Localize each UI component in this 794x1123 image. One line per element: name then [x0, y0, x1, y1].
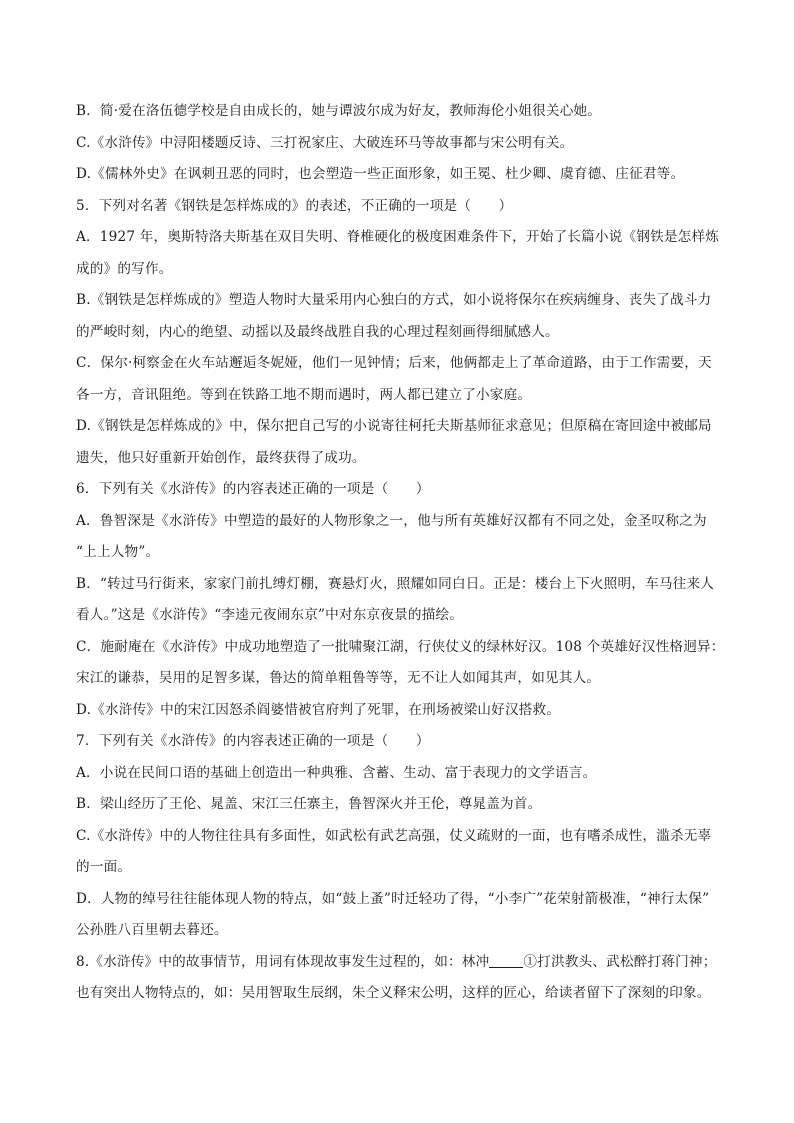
question-5-stem: 5．下列对名著《钢铁是怎样炼成的》的表述，不正确的一项是（ ）: [76, 197, 513, 214]
q8-answer-blank[interactable]: [489, 953, 523, 968]
q5-option-b-line-2: 的严峻时刻，内心的绝望、动摇以及最终战胜自我的心理过程刻画得细腻感人。: [76, 323, 559, 340]
q7-option-a-line: A．小说在民间口语的基础上创造出一种典雅、含蓄、生动、富于表现力的文学语言。: [76, 764, 597, 781]
q7-option-d-line-2: 公孙胜八百里朝去暮还。: [76, 922, 228, 938]
q7-option-b-line: B．梁山经历了王伦、晁盖、宋江三任寨主，鲁智深火并王伦，尊晁盖为首。: [76, 796, 542, 812]
q6-option-b-line-2: 看人。”这是《水浒传》“李逵元夜闹东京”中对东京夜景的描绘。: [76, 607, 464, 623]
q5-option-b-line-1: B.《钢铁是怎样炼成的》塑造人物时大量采用内心独白的方式，如小说将保尔在疾病缠身、丧失了战斗力: [76, 292, 712, 308]
q6-option-c-line-2: 宋江的谦恭，吴用的足智多谋，鲁达的简单粗鲁等等，无不让人如闻其声，如见其人。: [76, 670, 601, 686]
q5-option-c-line-2: 各一方，音讯阻绝。等到在铁路工地不期而遇时，两人都已建立了小家庭。: [76, 386, 532, 403]
question-8-line-1: [76, 952, 730, 973]
option-d-line: D.《儒林外史》在讽刺丑恶的同时，也会塑造一些正面形象，如王冕、杜少卿、虞育德、庄征君等。: [76, 166, 685, 182]
q7-option-c-line-1: C.《水浒传》中的人物往往具有多面性，如武松有武艺高强，仗义疏财的一面，也有嗜杀成性，滥杀无辜: [76, 827, 712, 844]
q6-option-a-line-1: A．鲁智深是《水浒传》中塑造的最好的人物形象之一，他与所有英雄好汉都有不同之处，金圣叹称之为: [76, 512, 707, 529]
q6-option-c-line-1: C．施耐庵在《水浒传》中成功地塑造了一批啸聚江湖，行侠仗义的绿林好汉。108 个英雄好汉性格迥异：: [76, 638, 725, 655]
document-page: [76, 101, 730, 1004]
question-8-line-2: 也有突出人物特点的，如：吴用智取生辰纲，朱仝义释宋公明，这样的匠心，给读者留下了深刻的印象。: [76, 985, 711, 1001]
q5-option-c-line-1: C．保尔·柯察金在火车站邂逅冬妮娅，他们一见钟情；后来，他俩都走上了革命道路，由于工作需要，天: [76, 355, 712, 371]
option-c-line: C.《水浒传》中浔阳楼题反诗、三打祝家庄、大破连环马等故事都与宋公明有关。: [76, 134, 574, 151]
option-b-line: B．简·爱在洛伍德学校是自由成长的，她与谭波尔成为好友，教师海伦小姐很关心她。: [76, 103, 602, 119]
q6-option-a-line-2: “上上人物”。: [76, 544, 160, 560]
q6-option-d-line: D.《水浒传》中的宋江因怒杀阎婆惜被官府判了死罪，在刑场被梁山好汉搭救。: [76, 701, 561, 718]
question-7-stem: 7．下列有关《水浒传》的内容表述正确的一项是（ ）: [76, 733, 430, 749]
q5-option-a-line-2: 成的》的写作。: [76, 260, 173, 277]
q6-option-b-line-1: B．“转过马行街来，家家门前扎缚灯棚，赛悬灯火，照耀如同白日。正是：楼台上下火照明，车马往来人: [76, 575, 715, 592]
q7-option-d-line-1: D．人物的绰号往往能体现人物的特点，如“鼓上蚤”时迁轻功了得，“小李广”花荣射箭极准，“神行太保”: [76, 890, 710, 907]
question-6-stem: 6．下列有关《水浒传》的内容表述正确的一项是（ ）: [76, 481, 430, 497]
q5-option-d-line-1: D.《钢铁是怎样炼成的》中，保尔把自己写的小说寄往柯托夫斯基师征求意见；但原稿在寄回途中被邮局: [76, 418, 712, 434]
q5-option-d-line-2: 遗失，他只好重新开始创作，最终获得了成功。: [76, 449, 366, 466]
q8-text-before-blank: 8.《水浒传》中的故事情节，用词有体现故事发生过程的，如：林冲: [76, 953, 490, 970]
q5-option-a-line-1: A．1927 年，奥斯特洛夫斯基在双目失明、脊椎硬化的极度困难条件下，开始了长篇小说《钢铁是怎样炼: [76, 229, 720, 245]
q7-option-c-line-2: 的一面。: [76, 859, 132, 875]
q8-text-after-blank: ①打洪教头、武松醉打蒋门神；: [523, 953, 717, 970]
